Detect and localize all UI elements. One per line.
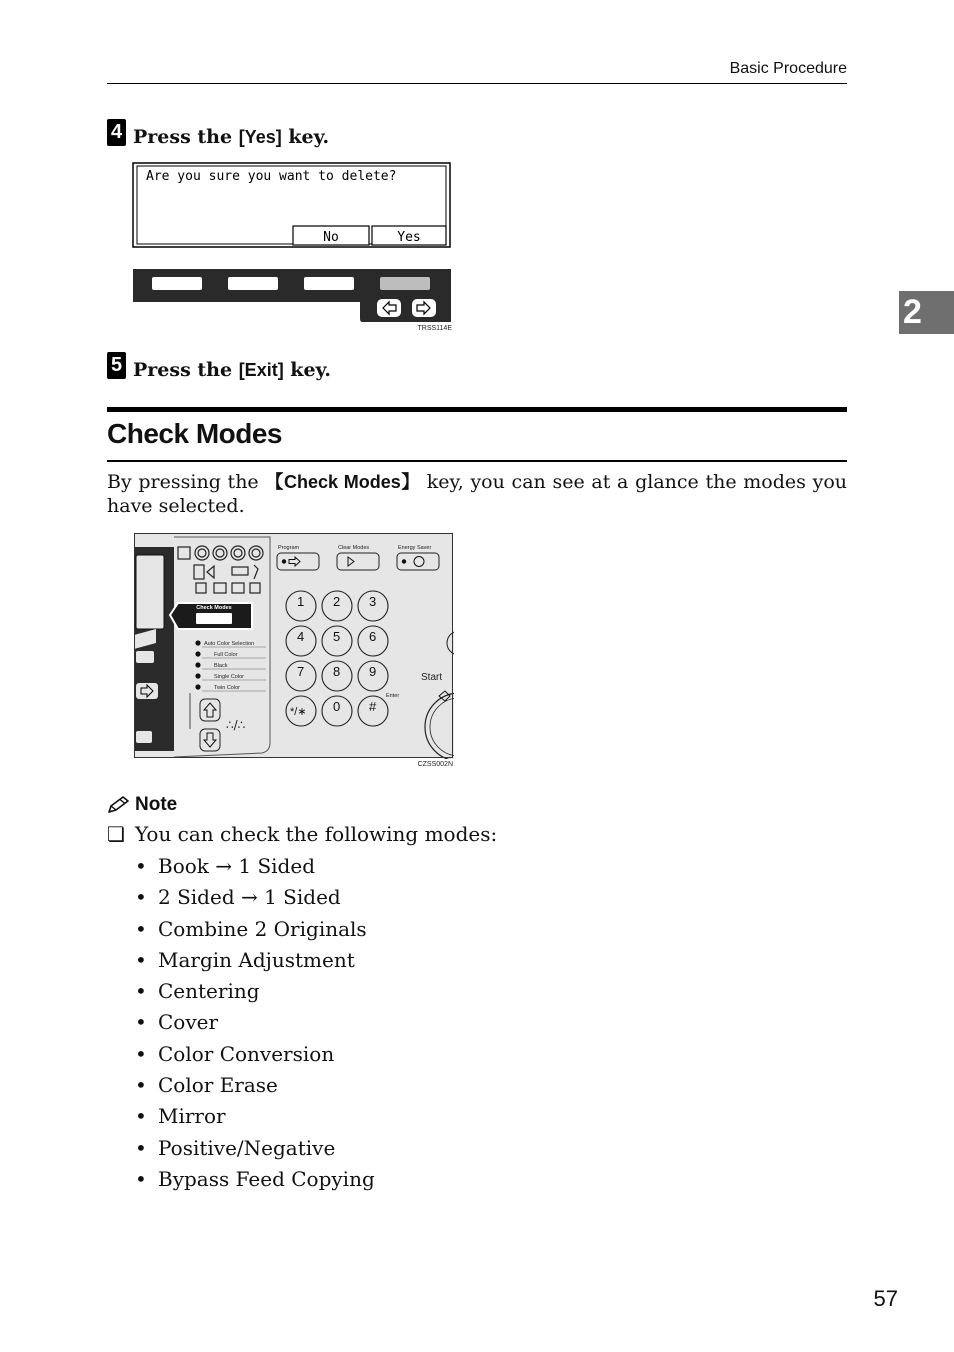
- keypad-label-hash: #: [369, 699, 377, 714]
- list-item: • Book → 1 Sided: [135, 852, 375, 883]
- step-5-instruction: [133, 359, 331, 381]
- section-title: Check Modes: [107, 418, 282, 449]
- color-mode-1: Full Color: [214, 652, 238, 658]
- list-item: • Mirror: [135, 1102, 375, 1133]
- list-item: • Centering: [135, 977, 375, 1008]
- note-title: Note: [135, 794, 178, 815]
- section-rule-top: [107, 407, 847, 412]
- selection-key-4[interactable]: [380, 277, 430, 290]
- step-5-key: [Exit]: [238, 360, 284, 380]
- pencil-icon: [107, 795, 131, 815]
- list-item: • Bypass Feed Copying: [135, 1165, 375, 1196]
- list-item: • 2 Sided → 1 Sided: [135, 883, 375, 914]
- bullet-icon: •: [135, 947, 147, 972]
- list-item: • Color Erase: [135, 1071, 375, 1102]
- bullet-icon: •: [135, 1104, 147, 1129]
- color-mode-3: Single Color: [214, 674, 244, 680]
- keypad-label-star: */∗: [290, 706, 307, 718]
- keypad-label-0: 0: [333, 699, 341, 714]
- step-4-key: [Yes]: [238, 127, 282, 147]
- chapter-tab: 2: [899, 291, 954, 334]
- step-number-5: 5: [107, 352, 126, 379]
- energy-saver-label: Energy Saver: [398, 545, 432, 551]
- keypad-label-5: 5: [333, 629, 341, 644]
- color-mode-2: Black: [214, 663, 228, 669]
- intro-prefix: By pressing the: [107, 471, 266, 493]
- keypad-label-6: 6: [369, 629, 377, 644]
- keypad-label-4: 4: [297, 629, 305, 644]
- step-4-instruction: [133, 126, 329, 148]
- display-yes-label: Yes: [397, 230, 421, 245]
- intro-key: 【Check Modes】: [265, 472, 421, 492]
- selection-key-2[interactable]: [228, 277, 278, 290]
- check-modes-label: Check Modes: [196, 605, 232, 611]
- step-number-4: 4: [107, 119, 126, 146]
- list-item: • Margin Adjustment: [135, 946, 375, 977]
- bullet-icon: •: [135, 1041, 147, 1066]
- color-mode-4: Twin Color: [214, 685, 240, 691]
- keypad-label-9: 9: [369, 664, 377, 679]
- start-label: Start: [421, 672, 443, 683]
- list-item: • Combine 2 Originals: [135, 915, 375, 946]
- bullet-icon: •: [135, 1166, 147, 1191]
- selection-key-1[interactable]: [152, 277, 202, 290]
- bullet-icon: •: [135, 1010, 147, 1035]
- header-rule: [107, 83, 847, 84]
- display-no-label: No: [323, 230, 339, 245]
- keypad-label-8: 8: [333, 664, 341, 679]
- display-panel-figure: [132, 162, 452, 338]
- section-intro: [107, 470, 847, 518]
- selection-key-3[interactable]: [304, 277, 354, 290]
- display-panel-illustration: [132, 162, 452, 338]
- intro-suffix: key, you can see at a glance the modes you have selected.: [107, 471, 847, 517]
- bullet-icon: •: [135, 916, 147, 941]
- note-heading: [107, 794, 177, 816]
- bullet-icon: •: [135, 885, 147, 910]
- step-4-suffix: key.: [281, 126, 330, 148]
- bullet-icon: •: [135, 979, 147, 1004]
- display-figure-code: TRSS114E: [417, 325, 452, 332]
- control-panel-illustration: [134, 533, 454, 759]
- program-label: Program: [278, 545, 300, 551]
- display-prompt: Are you sure you want to delete?: [146, 169, 397, 184]
- running-header: Basic Procedure: [729, 60, 847, 77]
- step-5-prefix: Press the: [133, 359, 239, 381]
- mode-list: [135, 852, 375, 1196]
- color-toggle-icon: ∴/∴: [226, 718, 246, 732]
- list-item: • Color Conversion: [135, 1040, 375, 1071]
- panel-figure-code: CZSS002N: [417, 761, 453, 768]
- section-rule-bottom: [107, 460, 847, 462]
- page-number: 57: [873, 1286, 898, 1311]
- keypad-label-2: 2: [333, 594, 341, 609]
- color-mode-0: Auto Color Selection: [204, 641, 255, 647]
- keypad-label-1: 1: [297, 594, 305, 609]
- checkbox-icon: ❏: [107, 822, 125, 846]
- bullet-icon: •: [135, 1073, 147, 1098]
- step-5-suffix: key.: [283, 359, 332, 381]
- note-lead: You can check the following modes:: [134, 822, 498, 846]
- enter-label: Enter: [386, 693, 400, 699]
- control-panel-figure: [134, 533, 454, 773]
- note-item: [107, 822, 497, 846]
- keypad-label-3: 3: [369, 594, 377, 609]
- keypad-label-7: 7: [297, 664, 305, 679]
- clear-modes-label: Clear Modes: [338, 545, 370, 551]
- clear-modes-key[interactable]: [337, 553, 379, 570]
- step-4-prefix: Press the: [133, 126, 239, 148]
- bullet-icon: •: [135, 854, 147, 878]
- list-item: • Positive/Negative: [135, 1134, 375, 1165]
- bullet-icon: •: [135, 1135, 147, 1160]
- list-item: • Cover: [135, 1008, 375, 1039]
